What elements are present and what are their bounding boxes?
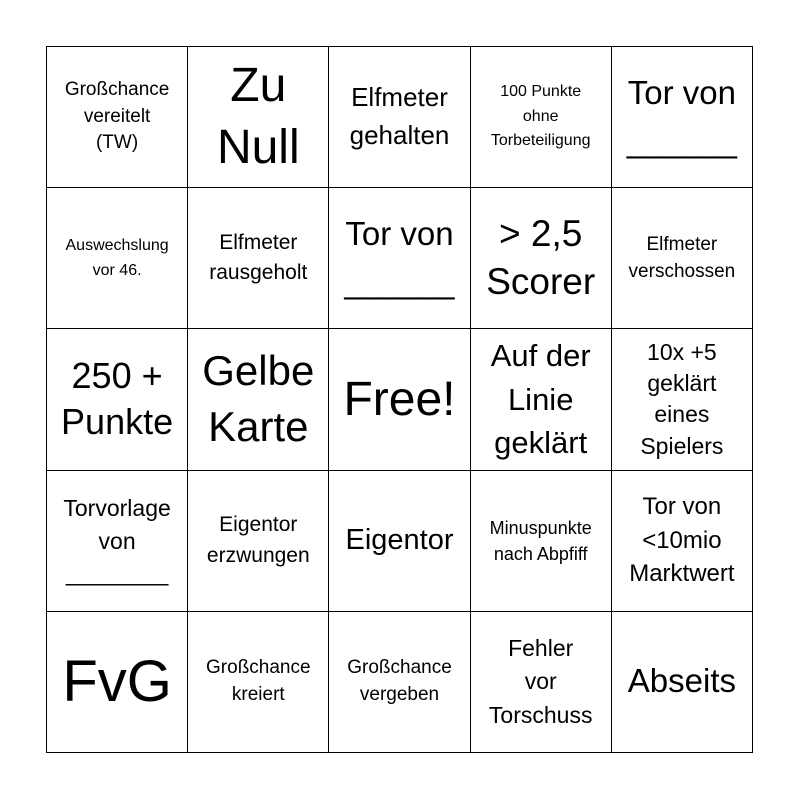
cell-label: Zu Null	[216, 58, 300, 175]
bingo-cell-4-4[interactable]	[471, 471, 612, 612]
free-space-label: Free!	[343, 372, 456, 426]
bingo-cell-5-2[interactable]	[188, 612, 329, 753]
cell-label: Großchance vereitelt (TW)	[64, 79, 170, 154]
bingo-cell-5-4[interactable]	[471, 612, 612, 753]
cell-label: Minuspunkte nach Abpfiff	[489, 517, 592, 564]
bingo-cell-4-5[interactable]	[612, 471, 753, 612]
bingo-cell-1-5[interactable]	[612, 47, 753, 188]
cell-label: Tor von <10mio Marktwert	[629, 493, 735, 588]
cell-label: Gelbe Karte	[202, 346, 315, 451]
cell-label: Tor von ______	[626, 74, 737, 160]
cell-label: Großchance kreiert	[206, 657, 311, 705]
bingo-cell-5-1[interactable]	[47, 612, 188, 753]
cell-label: Fehler vor Torschuss	[488, 634, 593, 728]
bingo-cell-3-4[interactable]	[471, 329, 612, 470]
cell-label: > 2,5 Scorer	[486, 213, 596, 303]
bingo-cell-free[interactable]	[329, 329, 470, 470]
bingo-cell-5-3[interactable]	[329, 612, 470, 753]
bingo-cell-3-2[interactable]	[188, 329, 329, 470]
bingo-cell-3-5[interactable]	[612, 329, 753, 470]
cell-label: Torvorlage von ________	[63, 495, 171, 586]
cell-label: 10x +5 geklärt eines Spielers	[640, 339, 724, 459]
cell-label: FvG	[62, 649, 172, 715]
bingo-cell-1-3[interactable]	[329, 47, 470, 188]
bingo-board	[46, 46, 753, 753]
cell-label: Elfmeter gehalten	[349, 82, 450, 151]
cell-label: Großchance vergeben	[347, 657, 452, 705]
bingo-cell-2-1[interactable]	[47, 188, 188, 329]
cell-label: 250 + Punkte	[61, 354, 174, 443]
bingo-cell-2-4[interactable]	[471, 188, 612, 329]
bingo-cell-1-1[interactable]	[47, 47, 188, 188]
bingo-cell-3-1[interactable]	[47, 329, 188, 470]
bingo-cell-4-1[interactable]	[47, 471, 188, 612]
cell-label: Eigentor erzwungen	[206, 513, 310, 567]
bingo-cell-2-5[interactable]	[612, 188, 753, 329]
cell-label: Auf der Linie geklärt	[490, 338, 591, 461]
cell-label: Auswechslung vor 46.	[65, 236, 169, 280]
cell-label: Eigentor	[345, 523, 454, 556]
bingo-cell-2-3[interactable]	[329, 188, 470, 329]
cell-label: Elfmeter rausgeholt	[209, 230, 308, 285]
cell-label: Abseits	[627, 662, 736, 700]
bingo-cell-4-2[interactable]	[188, 471, 329, 612]
cell-label: Elfmeter verschossen	[628, 233, 736, 283]
bingo-cell-5-5[interactable]	[612, 612, 753, 753]
cell-label: 100 Punkte ohne Torbeteiligung	[490, 82, 591, 150]
bingo-cell-1-2[interactable]	[188, 47, 329, 188]
bingo-cell-1-4[interactable]	[471, 47, 612, 188]
cell-label: Tor von ______	[344, 215, 455, 301]
bingo-cell-2-2[interactable]	[188, 188, 329, 329]
bingo-cell-4-3[interactable]	[329, 471, 470, 612]
